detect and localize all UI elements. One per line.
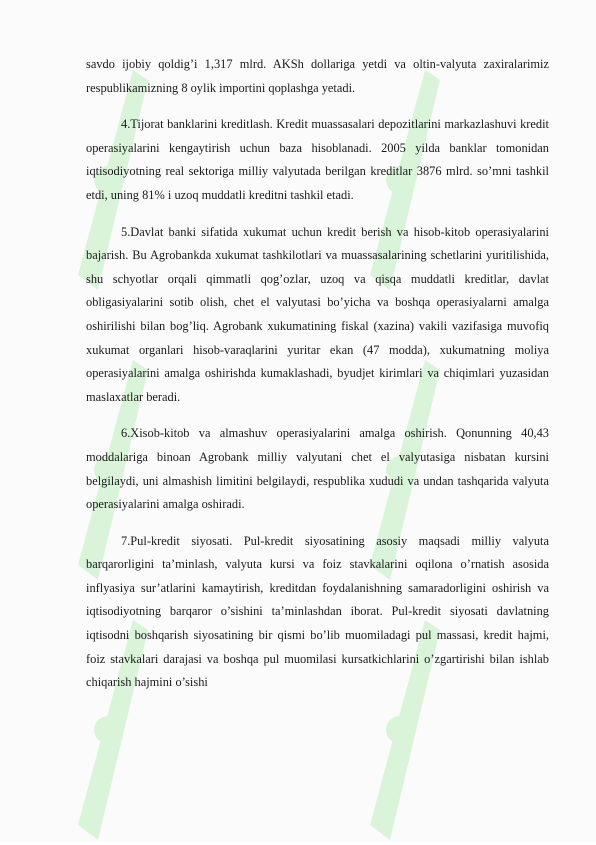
paragraph-government-bank: 5.Davlat banki sifatida xukumat uchun kredit berish va hisob-kitob operasiyalarini bajarish. Bu Agrobankda xukumat tashkilotlari va muassasalarining schetlarini yuritilishida, shu schyotlar orqali qimmatli qog’ozlar, uzoq va qisqa muddatli kreditlar, davlat obligasiyalarini sotib olish, chet el valyutasi bo’yicha va boshqa operasiyalarni amalga oshirilishi bilan bog’liq. Agrobank xukumatining fiskal (xazina) vakili vazifasiga muvofiq xukumat organlari hisob-varaqlarini yuritar ekan (47 modda), xukumatning moliya operasiyalarini amalga oshirishda kumaklashadi, byudjet kirimlari va chiqimlari yuzasidan maslaxatlar beradi. (86, 224, 549, 404)
paragraph-bank-lending: 4.Tijorat banklarini kreditlash. Kredit muassasalari depozitlarini markazlashuvi kredit operasiyalarini kengaytirish uchun baza hisoblanadi. 2005 yilda banklar tomonidan iqtisodiyotning real sektoriga milliy valyutada berilgan kreditlar 3876 mlrd. so’mni tashkil etdi, uning 81% i uzoq muddatli kreditni tashkil etadi. (86, 117, 549, 202)
paragraph-monetary-policy: 7.Pul-kredit siyosati. Pul-kredit siyosatining asosiy maqsadi milliy valyuta barqarorligini ta’minlash, valyuta kursi va foiz stavkalarini oqilona o’rnatish asosida inflyasiya sur’atlarini kamaytirish, kreditdan foydalanishning samaradorligini oshirish va iqtisodiyotning barqaror o’sishini ta’minlashdan iborat. Pul-kredit siyosati davlatning iqtisodni boshqarish siyosatining bir qismi bo’lib muomiladagi pul massasi, kredit hajmi, foiz stavkalari darajasi va boshqa pul muomilasi kursatkichlarini o’zgartirishi bilan ishlab chiqarish hajmini o’sishi (86, 533, 549, 690)
paragraph-settlement-exchange: 6.Xisob-kitob va almashuv operasiyalarini amalga oshirish. Qonunning 40,43 moddalariga binoan Agrobank milliy valyutani chet el valyutasiga nisbatan kursini belgilaydi, uni almashish limitini belgilaydi, respublika xududi va undan tashqarida valyuta operasiyalarini amalga oshiradi. (86, 426, 549, 512)
paragraph-continuation: savdo ijobiy qoldig’i 1,317 mlrd. AKSh dollariga yetdi va oltin-valyuta zaxiralarimiz respublikamizning 8 oylik importini qoplashga yetadi. (86, 57, 549, 95)
document-body (86, 53, 549, 708)
